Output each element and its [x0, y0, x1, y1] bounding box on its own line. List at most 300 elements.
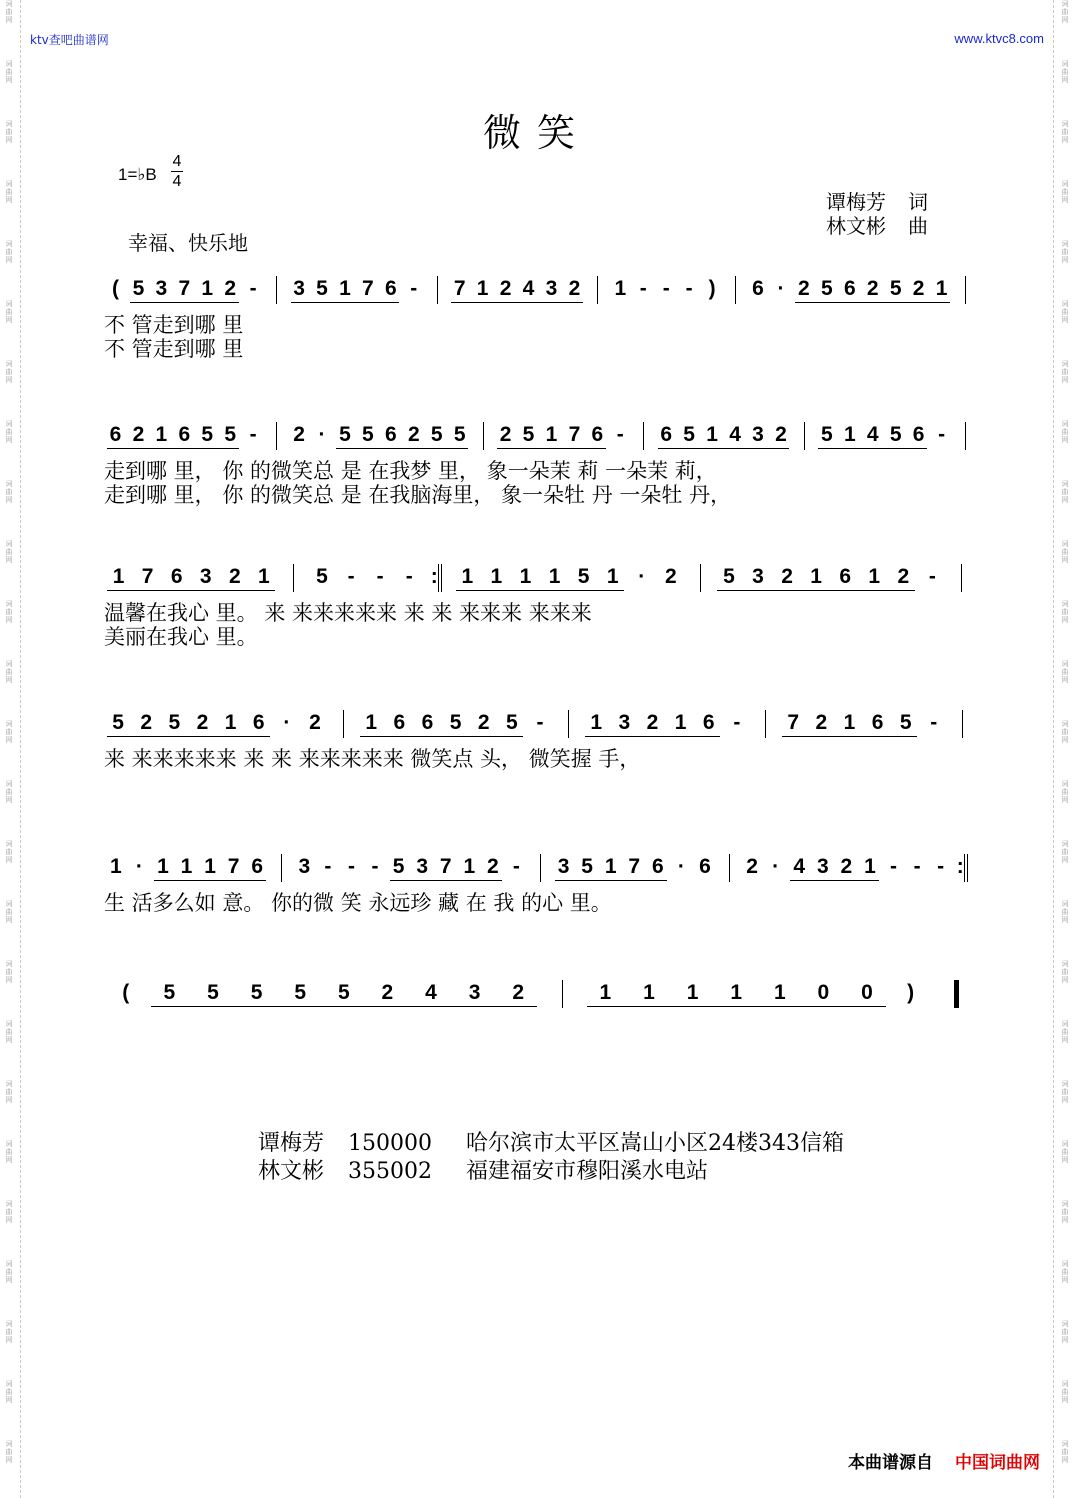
- note: 2: [840, 855, 853, 878]
- notation-line: [104, 560, 984, 594]
- note: 6: [752, 277, 764, 300]
- lyric-line-2: 不 管走到哪 里: [104, 337, 244, 361]
- note: 1: [674, 711, 687, 734]
- watermark-text: 词 曲 网: [5, 660, 13, 684]
- address-name-2: 林文彬: [258, 1159, 325, 1184]
- beam: [291, 302, 400, 303]
- beam: [658, 448, 790, 449]
- watermark-text: 词 曲 网: [1061, 60, 1069, 84]
- bar-line: [343, 710, 344, 738]
- note: 1: [258, 565, 270, 588]
- note: 5: [316, 565, 328, 588]
- note: 1: [604, 855, 617, 878]
- note: 1: [463, 855, 476, 878]
- note: 6: [384, 423, 397, 446]
- notation-symbol: -: [249, 277, 257, 300]
- watermark-text: 词 曲 网: [1061, 540, 1069, 564]
- note: 3: [816, 855, 829, 878]
- note: 5: [168, 711, 181, 734]
- watermark-text: 词 曲 网: [5, 1140, 13, 1164]
- tempo-marking: 幸福、快乐地: [128, 231, 248, 255]
- note: 2: [499, 277, 512, 300]
- score-row: [0, 560, 1074, 680]
- note: 1: [109, 855, 122, 878]
- beam: [456, 590, 624, 591]
- notation-symbol: ·: [772, 855, 780, 878]
- note: 2: [132, 423, 145, 446]
- note: 1: [204, 855, 216, 878]
- beam: [360, 736, 523, 737]
- note: 5: [889, 277, 902, 300]
- notation-symbol: ·: [283, 711, 291, 734]
- watermark-text: 词 曲 网: [1061, 240, 1069, 264]
- address-postcode-1: 150000: [348, 1131, 432, 1156]
- note: 1: [545, 423, 558, 446]
- note: 6: [702, 711, 715, 734]
- repeat-sign: :: [956, 855, 964, 878]
- notation-line: [104, 272, 984, 306]
- note: 0: [861, 981, 873, 1004]
- beam: [107, 448, 239, 449]
- note: 2: [381, 981, 394, 1004]
- note: 5: [723, 565, 735, 588]
- note: 3: [298, 855, 311, 878]
- beam: [795, 302, 950, 303]
- note: 5: [339, 423, 351, 446]
- bar-line: [293, 564, 294, 592]
- note: 5: [316, 277, 328, 300]
- notation-line: [104, 976, 984, 1010]
- note: 4: [793, 855, 806, 878]
- notation-symbol: -: [410, 277, 418, 300]
- watermark-text: 词 曲 网: [1061, 1440, 1069, 1464]
- note: 2: [224, 277, 237, 300]
- composer-name: 林文彬: [826, 214, 886, 238]
- watermark-text: 词 曲 网: [1061, 840, 1069, 864]
- watermark-text: 词 曲 网: [1061, 1020, 1069, 1044]
- note: 1: [843, 423, 856, 446]
- note: 7: [362, 277, 374, 300]
- note: 5: [430, 423, 443, 446]
- note: 6: [421, 711, 434, 734]
- watermark-text: 词 曲 网: [1061, 300, 1069, 324]
- notation-symbol: -: [928, 565, 936, 588]
- note: 6: [871, 711, 884, 734]
- note: 7: [141, 565, 154, 588]
- notation-symbol: -: [405, 565, 413, 588]
- watermark-text: 词 曲 网: [1061, 660, 1069, 684]
- watermark-text: 词 曲 网: [5, 1200, 13, 1224]
- note: 2: [646, 711, 659, 734]
- bar-line: [962, 710, 963, 738]
- note: 3: [293, 277, 305, 300]
- note: 1: [730, 981, 743, 1004]
- note: 5: [207, 981, 219, 1004]
- address-text-1: 哈尔滨市太平区嵩山小区24楼343信箱: [466, 1131, 845, 1156]
- note: 2: [798, 277, 810, 300]
- note: 1: [773, 981, 786, 1004]
- score-row: [0, 976, 1074, 1096]
- note: 2: [568, 277, 581, 300]
- note: 2: [477, 711, 490, 734]
- note: 3: [752, 565, 764, 588]
- note: 2: [407, 423, 420, 446]
- notation-symbol: ): [907, 981, 915, 1004]
- watermark-text: 词 曲 网: [5, 60, 13, 84]
- watermark-text: 词 曲 网: [5, 300, 13, 324]
- note: 1: [614, 277, 627, 300]
- watermark-text: 词 曲 网: [5, 1020, 13, 1044]
- note: 2: [912, 277, 925, 300]
- note: 7: [628, 855, 641, 878]
- notation-symbol: ·: [638, 565, 646, 588]
- notation-symbol: -: [890, 855, 897, 878]
- note: 2: [897, 565, 910, 588]
- note: 1: [224, 711, 237, 734]
- note: 2: [499, 423, 512, 446]
- watermark-text: 词 曲 网: [1061, 1200, 1069, 1224]
- note: 1: [706, 423, 718, 446]
- meter-top: 4: [172, 153, 182, 170]
- note: 6: [393, 711, 406, 734]
- lyricist-role: 词: [908, 190, 928, 214]
- notation-symbol: ·: [777, 277, 785, 300]
- note: 5: [820, 277, 833, 300]
- note: 2: [293, 423, 305, 446]
- bar-line: [954, 980, 959, 1008]
- credits: [826, 190, 928, 238]
- note: 6: [252, 711, 265, 734]
- notation-symbol: (: [122, 981, 130, 1004]
- note: 2: [866, 277, 879, 300]
- notation-symbol: -: [371, 855, 379, 878]
- watermark-text: 词 曲 网: [5, 420, 13, 444]
- bar-line: [437, 276, 438, 304]
- note: 7: [787, 711, 799, 734]
- note: 7: [227, 855, 240, 878]
- notation-line: [104, 850, 984, 884]
- note: 2: [746, 855, 758, 878]
- beam: [154, 880, 266, 881]
- watermark-text: 词 曲 网: [5, 480, 13, 504]
- beam: [818, 448, 927, 449]
- note: 6: [384, 277, 397, 300]
- note: 5: [201, 423, 214, 446]
- watermark-text: 词 曲 网: [5, 840, 13, 864]
- note: 2: [140, 711, 153, 734]
- watermark-text: 词 曲 网: [1061, 1320, 1069, 1344]
- beam: [585, 736, 720, 737]
- watermark-text: 词 曲 网: [5, 780, 13, 804]
- bar-line: [804, 422, 805, 450]
- bar-line: [597, 276, 598, 304]
- watermark-text: 词 曲 网: [1061, 1140, 1069, 1164]
- note: 2: [781, 565, 793, 588]
- beam: [390, 880, 502, 881]
- beam: [336, 448, 468, 449]
- note: 4: [425, 981, 437, 1004]
- note: 6: [660, 423, 673, 446]
- bar-line: [765, 710, 766, 738]
- notation-symbol: -: [639, 277, 647, 300]
- watermark-text: 词 曲 网: [5, 360, 13, 384]
- watermark-text: 词 曲 网: [1061, 960, 1069, 984]
- bar-line: [965, 422, 966, 450]
- note: 2: [512, 981, 525, 1004]
- note: 1: [365, 711, 378, 734]
- watermark-text: 词 曲 网: [5, 960, 13, 984]
- notation-symbol: ·: [677, 855, 685, 878]
- note: 6: [839, 565, 852, 588]
- contact-addresses: [258, 1130, 844, 1186]
- note: 4: [866, 423, 879, 446]
- song-title: 微笑: [482, 111, 591, 155]
- bar-line: [540, 854, 541, 882]
- bar-line: [735, 276, 736, 304]
- watermark-text: 词 曲 网: [1061, 0, 1069, 24]
- lyric-line-1: 来 来来来来来 来 来 来来来来来 微笑点 头， 微笑握 手，: [104, 747, 641, 771]
- beam: [130, 302, 239, 303]
- note: 4: [522, 277, 535, 300]
- score-row: [0, 272, 1074, 392]
- watermark-text: 词 曲 网: [5, 600, 13, 624]
- address-name-1: 谭梅芳: [258, 1131, 325, 1156]
- lyricist-name: 谭梅芳: [826, 190, 886, 214]
- beam: [107, 590, 275, 591]
- note: 5: [581, 855, 593, 878]
- lyric-line-1: 生 活多么如 意。 你的微 笑 永远珍 藏 在 我 的心 里。: [104, 891, 612, 915]
- score-row: [0, 706, 1074, 826]
- watermark-text: 词 曲 网: [5, 1260, 13, 1284]
- watermark-text: 词 曲 网: [1061, 1080, 1069, 1104]
- footer-source-label: 本曲谱源自: [848, 1453, 933, 1473]
- note: 0: [817, 981, 830, 1004]
- beam: [587, 1006, 886, 1007]
- score-row: [0, 418, 1074, 538]
- note: 7: [568, 423, 581, 446]
- note: 5: [577, 565, 590, 588]
- note: 5: [392, 855, 405, 878]
- watermark-text: 词 曲 网: [5, 1320, 13, 1344]
- note: 1: [590, 711, 603, 734]
- note: 1: [864, 855, 876, 878]
- note: 1: [476, 277, 489, 300]
- lyric-line-1: 走到哪 里， 你 的微笑总 是 在我梦 里， 象一朵茉 莉 一朵茉 莉，: [104, 459, 717, 483]
- note: 5: [522, 423, 535, 446]
- note: 5: [683, 423, 695, 446]
- watermark-text: 词 曲 网: [1061, 900, 1069, 924]
- watermark-text: 词 曲 网: [1061, 360, 1069, 384]
- bar-line: [281, 854, 282, 882]
- note: 5: [163, 981, 176, 1004]
- note: 5: [250, 981, 263, 1004]
- note: 2: [487, 855, 499, 878]
- lyric-line-2: 走到哪 里， 你 的微笑总 是 在我脑海里， 象一朵牡 丹 一朵牡 丹，: [104, 483, 732, 507]
- notation-symbol: -: [938, 423, 946, 446]
- notation-line: [104, 706, 984, 740]
- lyric-line-1: 不 管走到哪 里: [104, 313, 244, 337]
- site-name-left[interactable]: ktv查吧曲谱网: [30, 33, 109, 47]
- notation-symbol: -: [347, 855, 355, 878]
- note: 1: [810, 565, 822, 588]
- notation-symbol: -: [249, 423, 257, 446]
- watermark-text: 词 曲 网: [1061, 780, 1069, 804]
- notation-symbol: -: [685, 277, 693, 300]
- note: 5: [224, 423, 237, 446]
- notation-symbol: -: [662, 277, 670, 300]
- note: 3: [155, 277, 168, 300]
- beam: [782, 736, 917, 737]
- note: 5: [362, 423, 374, 446]
- beam: [555, 880, 667, 881]
- note: 5: [449, 711, 462, 734]
- note: 1: [461, 565, 474, 588]
- footer: [848, 1448, 1040, 1473]
- note: 1: [643, 981, 655, 1004]
- note: 6: [699, 855, 711, 878]
- note: 1: [201, 277, 214, 300]
- note: 5: [453, 423, 466, 446]
- notation-symbol: -: [733, 711, 741, 734]
- address-text-2: 福建福安市穆阳溪水电站: [466, 1159, 709, 1184]
- notation-symbol: -: [616, 423, 624, 446]
- note: 6: [251, 855, 264, 878]
- note: 3: [545, 277, 558, 300]
- note: 6: [912, 423, 925, 446]
- notation-symbol: ·: [318, 423, 326, 446]
- note: 5: [112, 711, 124, 734]
- beam: [151, 1006, 537, 1007]
- watermark-text: 词 曲 网: [1061, 480, 1069, 504]
- notation-symbol: ): [708, 277, 716, 300]
- watermark-text: 词 曲 网: [1061, 180, 1069, 204]
- note: 2: [228, 565, 241, 588]
- note: 1: [606, 565, 619, 588]
- note: 5: [294, 981, 307, 1004]
- watermark-text: 词 曲 网: [5, 180, 13, 204]
- note: 5: [132, 277, 145, 300]
- watermark-text: 词 曲 网: [1061, 420, 1069, 444]
- note: 2: [196, 711, 209, 734]
- watermark-text: 词 曲 网: [5, 540, 13, 564]
- bar-line: [276, 422, 277, 450]
- watermark-text: 词 曲 网: [1061, 1260, 1069, 1284]
- beam: [717, 590, 914, 591]
- note: 3: [416, 855, 428, 878]
- watermark-text: 词 曲 网: [5, 1440, 13, 1464]
- note: 7: [439, 855, 452, 878]
- note: 6: [843, 277, 856, 300]
- note: 1: [548, 565, 561, 588]
- note: 1: [339, 277, 351, 300]
- bar-line: [568, 710, 569, 738]
- note: 3: [618, 711, 631, 734]
- watermark-text: 词 曲 网: [1061, 720, 1069, 744]
- note: 1: [519, 565, 532, 588]
- bar-line: [483, 422, 484, 450]
- note: 5: [889, 423, 902, 446]
- note: 1: [180, 855, 193, 878]
- notation-symbol: -: [324, 855, 332, 878]
- note: 2: [309, 711, 321, 734]
- beam: [107, 736, 270, 737]
- composer-role: 曲: [908, 214, 928, 238]
- note: 1: [868, 565, 881, 588]
- address-postcode-2: 355002: [348, 1159, 432, 1184]
- watermark-text: 词 曲 网: [1061, 600, 1069, 624]
- watermark-text: 词 曲 网: [5, 120, 13, 144]
- beam: [790, 880, 878, 881]
- note: 6: [178, 423, 191, 446]
- key-signature: 1=♭B: [118, 165, 157, 184]
- note: 7: [178, 277, 191, 300]
- notation-symbol: -: [376, 565, 384, 588]
- note: 3: [557, 855, 570, 878]
- note: 2: [775, 423, 787, 446]
- note: 3: [752, 423, 764, 446]
- bar-line: [643, 422, 644, 450]
- notation-symbol: -: [347, 565, 355, 588]
- bar-line: [700, 564, 701, 592]
- notation-symbol: -: [937, 855, 945, 878]
- watermark-text: 词 曲 网: [5, 1080, 13, 1104]
- notation-symbol: -: [930, 711, 938, 734]
- meter-bottom: 4: [172, 173, 182, 190]
- notation-symbol: (: [111, 277, 119, 300]
- note: 2: [815, 711, 828, 734]
- bar-line: [562, 980, 563, 1008]
- note: 3: [199, 565, 212, 588]
- note: 5: [820, 423, 833, 446]
- beam: [497, 448, 606, 449]
- watermark-text: 词 曲 网: [5, 720, 13, 744]
- note: 5: [899, 711, 912, 734]
- note: 1: [935, 277, 948, 300]
- bar-line: [729, 854, 730, 882]
- note: 1: [686, 981, 699, 1004]
- notation-line: [104, 418, 984, 452]
- note: 6: [651, 855, 664, 878]
- note: 6: [591, 423, 604, 446]
- notation-symbol: -: [512, 855, 520, 878]
- bar-line: [276, 276, 277, 304]
- note: 5: [506, 711, 518, 734]
- notation-symbol: -: [536, 711, 544, 734]
- watermark-text: 词 曲 网: [5, 900, 13, 924]
- watermark-text: 词 曲 网: [5, 240, 13, 264]
- footer-brand-link[interactable]: 中国词曲网: [955, 1453, 1040, 1473]
- watermark-text: 词 曲 网: [1061, 1380, 1069, 1404]
- note: 5: [337, 981, 350, 1004]
- note: 6: [109, 423, 122, 446]
- lyric-line-2: 美丽在我心 里。: [104, 625, 258, 649]
- repeat-sign: :: [430, 565, 438, 588]
- note: 2: [664, 565, 677, 588]
- note: 1: [155, 423, 168, 446]
- site-url-right[interactable]: www.ktvc8.com: [954, 31, 1044, 46]
- bar-line: [961, 564, 962, 592]
- lyric-line-1: 温馨在我心 里。 来 来来来来来 来 来 来来来 来来来: [104, 601, 592, 625]
- note: 1: [490, 565, 503, 588]
- note: 4: [729, 423, 741, 446]
- watermark-text: 词 曲 网: [1061, 120, 1069, 144]
- note: 1: [843, 711, 856, 734]
- watermark-text: 词 曲 网: [5, 0, 13, 24]
- notation-symbol: -: [913, 855, 921, 878]
- note: 6: [170, 565, 183, 588]
- note: 7: [453, 277, 466, 300]
- score-row: [0, 850, 1074, 970]
